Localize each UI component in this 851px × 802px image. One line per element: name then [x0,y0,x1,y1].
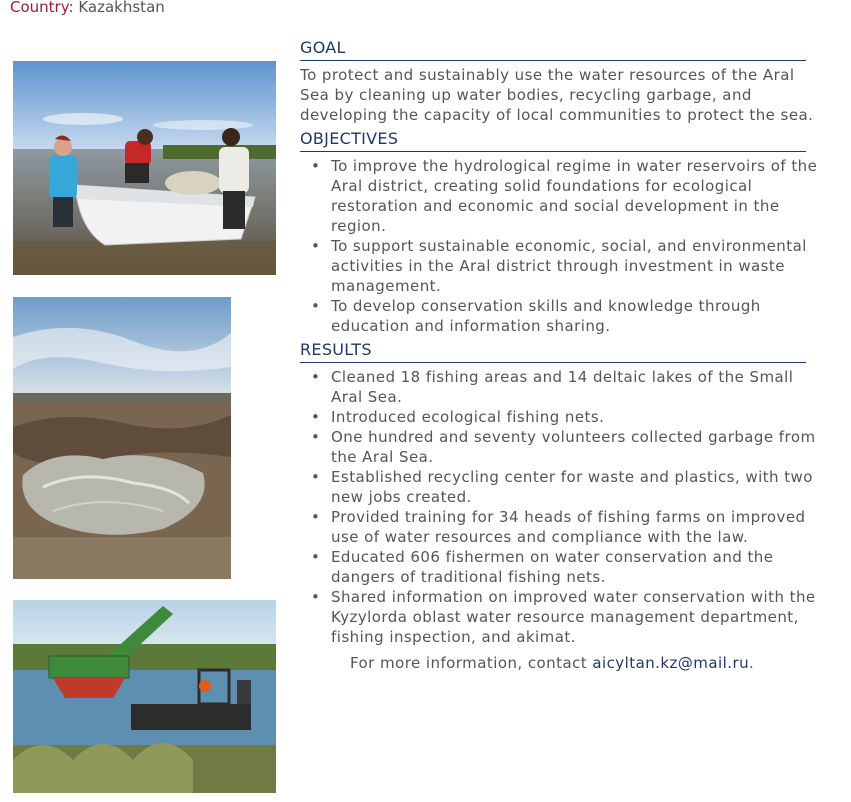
objectives-list [300,156,820,336]
project-description [300,38,820,673]
goal-heading: GOAL [300,38,806,61]
photo-fishing-nets [13,297,231,579]
list-item: • To develop conservation skills and knowledge through education and information sharing. [300,296,820,336]
results-heading: RESULTS [300,340,806,363]
list-item: • One hundred and seventy volunteers collected garbage from the Aral Sea. [300,427,820,467]
list-item: • To improve the hydrological regime in water reservoirs of the Aral district, creating solid foundations for ecological restoration and economic and social development in the region. [300,156,820,236]
country-label: Country: [10,0,74,16]
country-value: Kazakhstan [78,0,165,16]
contact-email-link[interactable]: aicyltan.kz@mail.ru [592,654,750,672]
goal-text: To protect and sustainably use the water resources of the Aral Sea by cleaning up water bodies, recycling garbage, and developing the capacity of local communities to protect the sea. [300,66,814,124]
results-list [300,367,820,647]
list-item: • Cleaned 18 fishing areas and 14 deltaic lakes of the Small Aral Sea. [300,367,820,407]
list-item: • Shared information on improved water conservation with the Kyzylorda oblast water resource management department, fishing inspection, and akimat. [300,587,820,647]
contact-line [300,653,820,673]
contact-prefix: For more information, contact [350,654,593,672]
list-item: • Educated 606 fishermen on water conservation and the dangers of traditional fishing nets. [300,547,820,587]
photo-boat-cleanup [13,61,276,275]
contact-suffix: . [749,654,755,672]
list-item: • Provided training for 34 heads of fishing farms on improved use of water resources and compliance with the law. [300,507,820,547]
list-item: • To support sustainable economic, social, and environmental activities in the Aral district through investment in waste management. [300,236,820,296]
list-item: • Introduced ecological fishing nets. [300,407,820,427]
country-line [10,0,165,17]
photo-reed-cutter [13,600,276,793]
list-item: • Established recycling center for waste and plastics, with two new jobs created. [300,467,820,507]
objectives-heading: OBJECTIVES [300,129,806,152]
